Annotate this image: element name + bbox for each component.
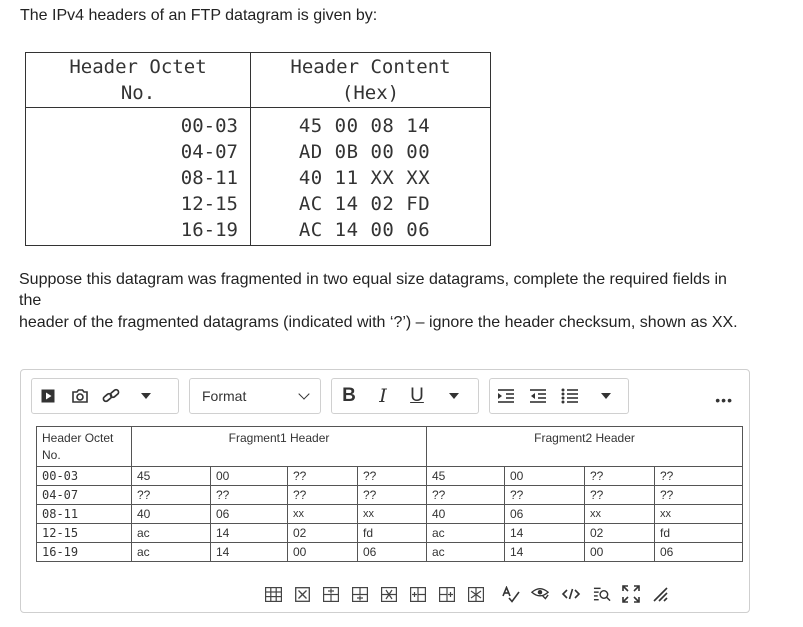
delete-row-icon[interactable] (380, 585, 398, 603)
indent-icon (497, 388, 515, 404)
col2-header-line1: Header Content (290, 56, 451, 78)
answer-cell[interactable]: ?? (288, 486, 358, 505)
answer-cell[interactable]: 00 (505, 467, 585, 486)
answer-cell[interactable]: 00 (211, 467, 288, 486)
answer-cell[interactable]: ac (427, 543, 505, 562)
answer-octet-cell[interactable]: 04-07 (37, 486, 132, 505)
format-select[interactable] (190, 379, 320, 413)
bullet-list-icon (561, 388, 579, 404)
answer-cell[interactable]: ?? (655, 486, 743, 505)
octet-cell: 16-19 (26, 217, 251, 246)
insert-row-after-icon[interactable] (351, 585, 369, 603)
list-dropdown-button[interactable] (586, 379, 626, 413)
answer-cell[interactable]: ?? (585, 486, 655, 505)
answer-cell[interactable]: ?? (427, 486, 505, 505)
outdent-icon (529, 388, 547, 404)
fullscreen-icon[interactable] (622, 585, 640, 603)
header-table-col1-header (26, 53, 251, 108)
col1-header-line2: No. (120, 82, 156, 104)
insert-link-icon[interactable] (96, 379, 126, 413)
answer-cell[interactable]: 40 (427, 505, 505, 524)
answer-col1-header-line1: Header Octet (42, 431, 114, 445)
answer-cell[interactable]: ?? (132, 486, 211, 505)
fragment1-header[interactable] (132, 427, 427, 467)
answer-cell[interactable]: 40 (132, 505, 211, 524)
hex-cell: AD 0B 00 00 (251, 139, 491, 165)
editor-toolbar (31, 378, 639, 414)
hex-cell: 45 00 08 14 (251, 108, 491, 140)
accessibility-icon[interactable] (531, 585, 549, 603)
table-row (26, 217, 491, 246)
table-row (37, 524, 743, 543)
table-row (37, 543, 743, 562)
question-paragraph-2: header of the fragmented datagrams (indicated with ‘?’) – ignore the header checksum, shown as XX. (19, 314, 738, 331)
answer-cell[interactable]: xx (655, 505, 743, 524)
table-toolbar (264, 583, 680, 605)
insert-col-before-icon[interactable] (409, 585, 427, 603)
insert-row-before-icon[interactable] (322, 585, 340, 603)
answer-cell[interactable]: 00 (585, 543, 655, 562)
resize-handle-icon[interactable] (651, 585, 669, 603)
answer-cell[interactable]: 06 (505, 505, 585, 524)
answer-octet-cell[interactable]: 00-03 (37, 467, 132, 486)
table-icon[interactable] (264, 585, 282, 603)
table-row (26, 108, 491, 140)
bold-button[interactable] (332, 379, 366, 413)
hex-cell: AC 14 02 FD (251, 191, 491, 217)
answer-cell[interactable]: ?? (211, 486, 288, 505)
outdent-button[interactable] (522, 379, 554, 413)
col2-header-line2: (Hex) (341, 82, 400, 104)
answer-cell[interactable]: 06 (358, 543, 427, 562)
indent-button[interactable] (490, 379, 522, 413)
spellcheck-icon[interactable] (502, 585, 520, 603)
insert-video-icon[interactable] (32, 379, 64, 413)
answer-octet-cell[interactable]: 08-11 (37, 505, 132, 524)
answer-octet-cell[interactable]: 12-15 (37, 524, 132, 543)
answer-cell[interactable]: fd (358, 524, 427, 543)
answer-col1-header[interactable] (37, 427, 132, 467)
octet-cell: 08-11 (26, 165, 251, 191)
header-table (25, 52, 491, 246)
answer-cell[interactable]: ?? (358, 467, 427, 486)
italic-icon: I (379, 385, 387, 407)
delete-table-icon[interactable] (293, 585, 311, 603)
insert-image-icon[interactable] (64, 379, 96, 413)
answer-cell[interactable]: xx (288, 505, 358, 524)
answer-cell[interactable]: 06 (211, 505, 288, 524)
col1-header-line1: Header Octet (69, 56, 207, 78)
italic-button[interactable] (366, 379, 400, 413)
answer-cell[interactable]: ?? (505, 486, 585, 505)
answer-cell[interactable]: ac (132, 543, 211, 562)
answer-cell[interactable]: 02 (288, 524, 358, 543)
answer-cell[interactable]: ?? (288, 467, 358, 486)
find-replace-icon[interactable] (593, 585, 611, 603)
hex-cell: 40 11 XX XX (251, 165, 491, 191)
format-select-label: Format (202, 388, 247, 404)
table-row (37, 467, 743, 486)
answer-cell[interactable]: fd (655, 524, 743, 543)
table-row (26, 139, 491, 165)
answer-cell[interactable]: 14 (211, 524, 288, 543)
answer-octet-cell[interactable]: 16-19 (37, 543, 132, 562)
caret-down-icon (601, 393, 611, 399)
answer-cell[interactable]: 06 (655, 543, 743, 562)
caret-down-icon (449, 393, 459, 399)
underline-button[interactable] (400, 379, 434, 413)
table-row (26, 165, 491, 191)
answer-cell[interactable]: 14 (505, 543, 585, 562)
answer-cell[interactable]: 00 (288, 543, 358, 562)
header-table-col2-header (251, 53, 491, 108)
octet-cell: 04-07 (26, 139, 251, 165)
insert-dropdown-button[interactable] (126, 379, 166, 413)
fragment2-header-label: Fragment2 Header (534, 431, 635, 445)
underline-icon: U (410, 385, 424, 406)
table-row (37, 505, 743, 524)
chevron-down-icon (298, 388, 309, 399)
hex-cell: AC 14 00 06 (251, 217, 491, 246)
answer-cell[interactable]: 14 (505, 524, 585, 543)
bold-icon: B (342, 385, 356, 406)
list-group (489, 378, 629, 414)
source-code-icon[interactable] (560, 585, 582, 603)
delete-col-icon[interactable] (467, 585, 485, 603)
answer-cell[interactable]: ac (427, 524, 505, 543)
answer-cell[interactable]: 45 (427, 467, 505, 486)
table-row (37, 486, 743, 505)
answer-cell[interactable]: ?? (585, 467, 655, 486)
answer-cell[interactable]: 14 (211, 543, 288, 562)
answer-cell[interactable]: ?? (655, 467, 743, 486)
answer-cell[interactable]: 45 (132, 467, 211, 486)
text-style-group (331, 378, 479, 414)
answer-cell[interactable]: xx (358, 505, 427, 524)
more-options-icon[interactable]: ••• (715, 392, 733, 408)
caret-down-icon (141, 393, 151, 399)
table-row (26, 191, 491, 217)
insert-group (31, 378, 179, 414)
question-paragraph-1: Suppose this datagram was fragmented in two equal size datagrams, complete the required fields in the (19, 271, 727, 309)
answer-cell[interactable]: 02 (585, 524, 655, 543)
rich-text-editor[interactable] (20, 369, 750, 613)
fragment2-header[interactable] (427, 427, 743, 467)
question-title: The IPv4 headers of an FTP datagram is given by: (20, 7, 378, 24)
answer-cell[interactable]: ac (132, 524, 211, 543)
text-style-dropdown-button[interactable] (434, 379, 474, 413)
octet-cell: 12-15 (26, 191, 251, 217)
octet-cell: 00-03 (26, 108, 251, 140)
fragment1-header-label: Fragment1 Header (228, 431, 330, 445)
answer-cell[interactable]: xx (585, 505, 655, 524)
insert-col-after-icon[interactable] (438, 585, 456, 603)
answer-col1-header-line2: No. (42, 448, 61, 462)
answer-cell[interactable]: ?? (358, 486, 427, 505)
format-group (189, 378, 321, 414)
answer-table[interactable] (36, 426, 743, 562)
bullet-list-button[interactable] (554, 379, 586, 413)
